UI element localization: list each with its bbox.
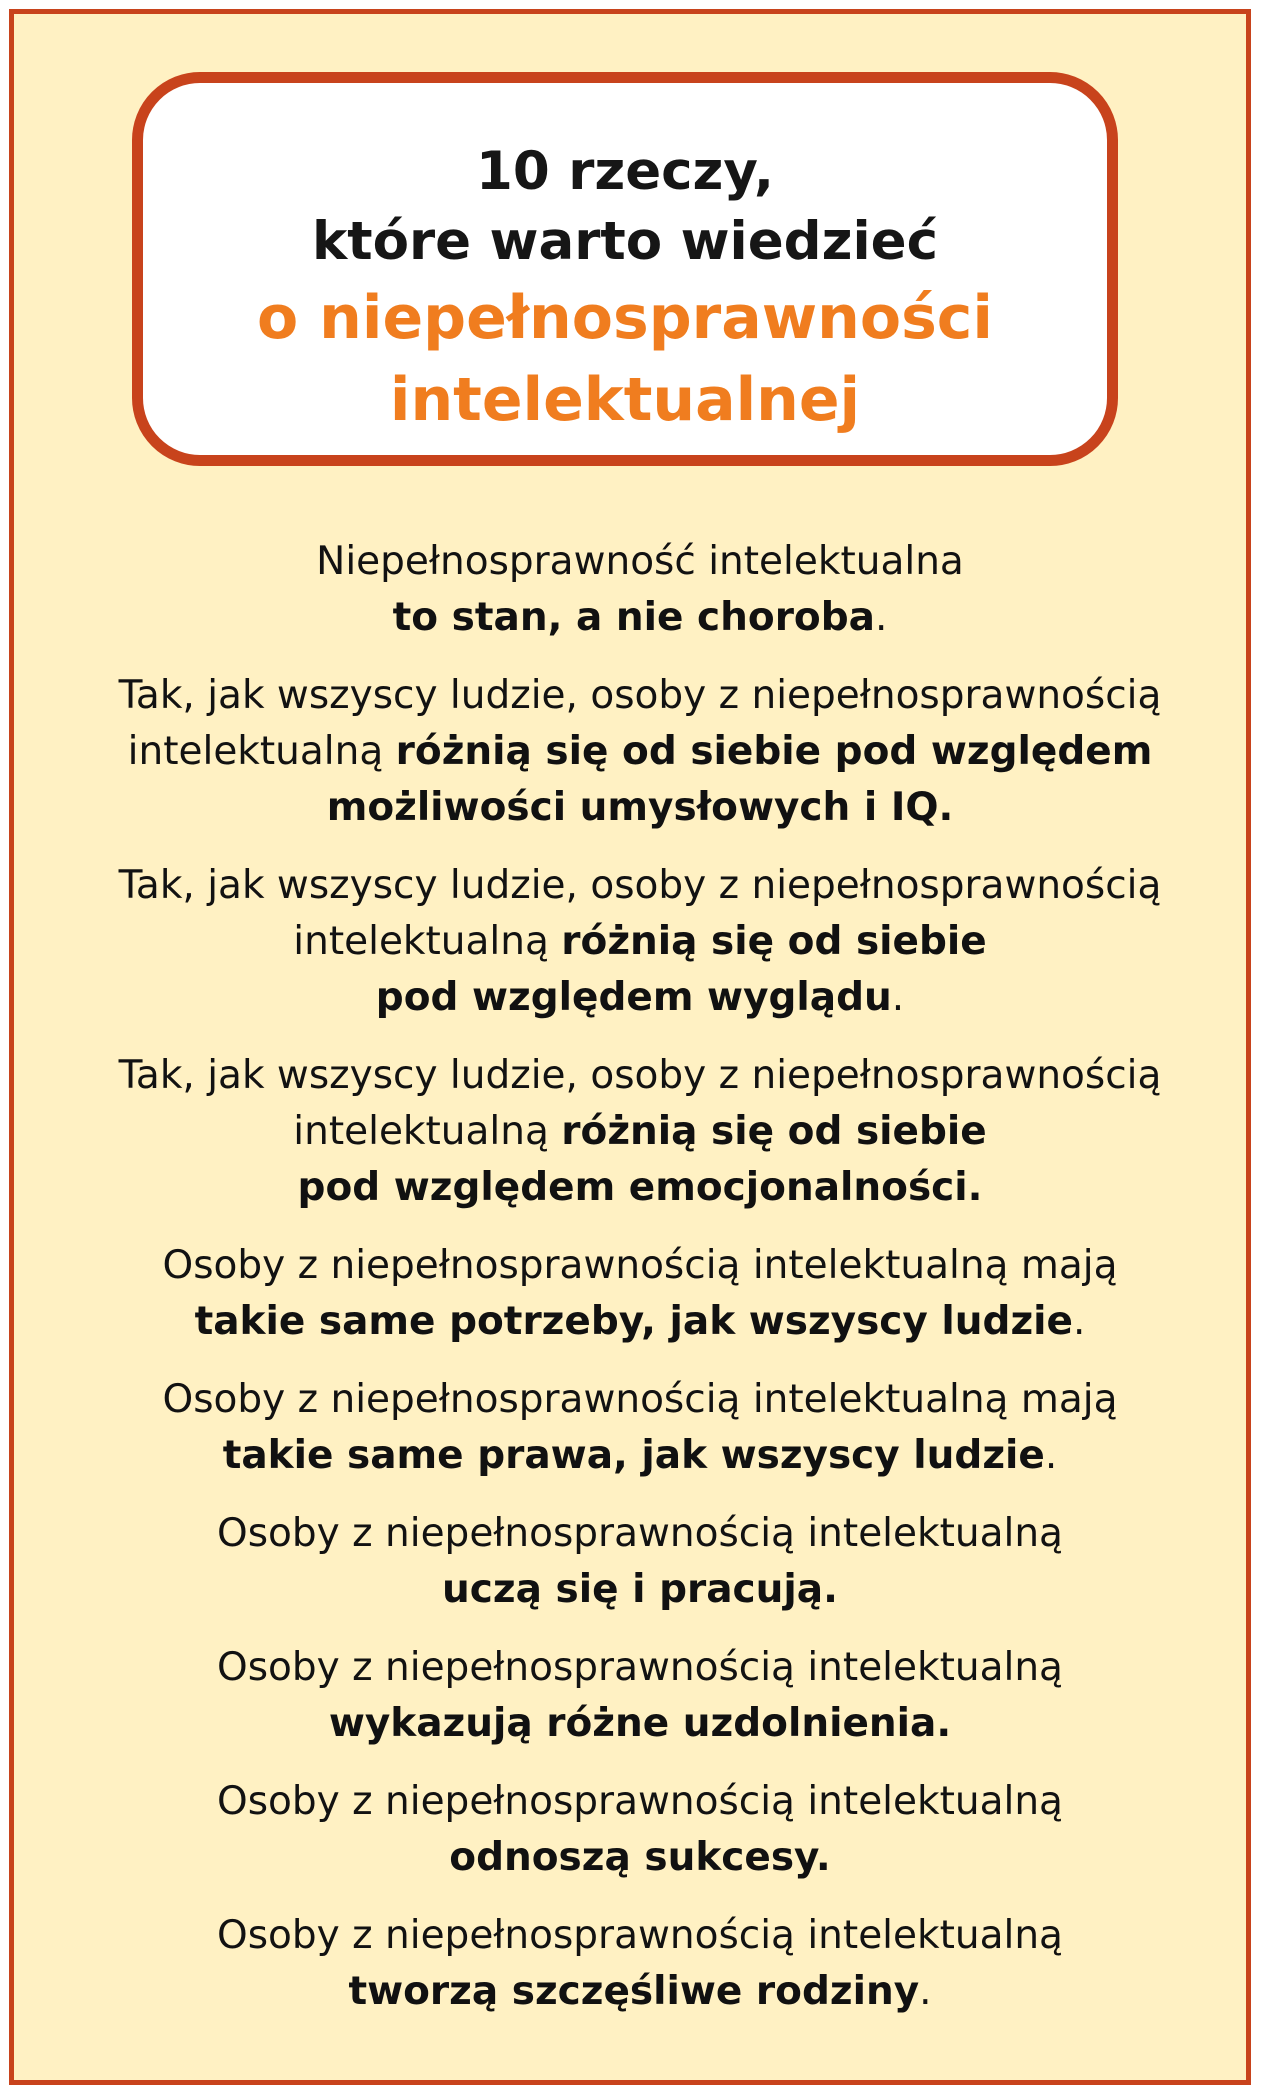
title-accent-line-2: intelektualnej [389, 365, 861, 435]
fact-3-text-b: intelektualną [293, 919, 549, 964]
fact-1-text: Niepełnosprawność intelektualna [316, 539, 964, 584]
fact-10-tail: . [919, 1969, 932, 2014]
fact-2-text-b: intelektualną [127, 729, 384, 774]
fact-7-text: Osoby z niepełnosprawnością intelektualną [217, 1511, 1063, 1556]
fact-2-text: Tak, jak wszyscy ludzie, osoby z niepełnosprawnością [118, 673, 1162, 718]
fact-6 [54, 1372, 1226, 1484]
fact-1-emphasis: to stan, a nie choroba [392, 595, 875, 640]
fact-5 [54, 1238, 1226, 1350]
fact-8-text: Osoby z niepełnosprawnością intelektualną [217, 1645, 1063, 1690]
fact-3-emphasis-b: pod względem wyglądu [375, 975, 892, 1020]
fact-3-text: Tak, jak wszyscy ludzie, osoby z niepełnosprawnością [118, 863, 1162, 908]
facts-list [54, 534, 1226, 2042]
fact-9-emphasis: odnoszą sukcesy. [449, 1835, 831, 1880]
fact-4-emphasis-b: pod względem emocjonalności. [297, 1165, 983, 1210]
fact-5-tail: . [1073, 1299, 1086, 1344]
fact-8 [54, 1640, 1226, 1752]
fact-5-text: Osoby z niepełnosprawnością intelektualną mają [162, 1243, 1118, 1288]
fact-8-emphasis: wykazują różne uzdolnienia. [328, 1701, 952, 1746]
title-line-1: 10 rzeczy, [476, 141, 774, 202]
fact-2-emphasis-b: możliwości umysłowych i IQ. [326, 785, 954, 830]
fact-9-text: Osoby z niepełnosprawnością intelektualną [217, 1779, 1063, 1824]
fact-4-text-b: intelektualną [293, 1109, 549, 1154]
fact-3-tail: . [891, 975, 905, 1020]
fact-4 [54, 1048, 1226, 1216]
fact-6-text: Osoby z niepełnosprawnością intelektualną mają [162, 1377, 1118, 1422]
fact-2-emphasis: różnią się od siebie pod względem [395, 729, 1153, 774]
fact-10-emphasis: tworzą szczęśliwe rodziny [348, 1969, 920, 2014]
title-box [132, 72, 1118, 466]
fact-1-tail: . [874, 595, 888, 640]
fact-5-emphasis: takie same potrzeby, jak wszyscy ludzie [194, 1299, 1073, 1344]
fact-9 [54, 1774, 1226, 1886]
fact-7-emphasis: uczą się i pracują. [442, 1567, 838, 1612]
fact-2 [54, 668, 1226, 836]
fact-3-emphasis: różnią się od siebie [561, 919, 987, 964]
fact-10-text: Osoby z niepełnosprawnością intelektualną [217, 1913, 1063, 1958]
fact-3 [54, 858, 1226, 1026]
title-line-2: które warto wiedzieć [312, 211, 938, 272]
fact-7 [54, 1506, 1226, 1618]
fact-10 [54, 1908, 1226, 2020]
fact-6-emphasis: takie same prawa, jak wszyscy ludzie [222, 1433, 1045, 1478]
fact-4-emphasis: różnią się od siebie [561, 1109, 987, 1154]
fact-4-text: Tak, jak wszyscy ludzie, osoby z niepełnosprawnością [118, 1053, 1162, 1098]
title-accent-line-1: o niepełnosprawności [257, 283, 993, 353]
fact-1 [54, 534, 1226, 646]
poster [9, 9, 1251, 2085]
fact-6-tail: . [1044, 1433, 1058, 1478]
